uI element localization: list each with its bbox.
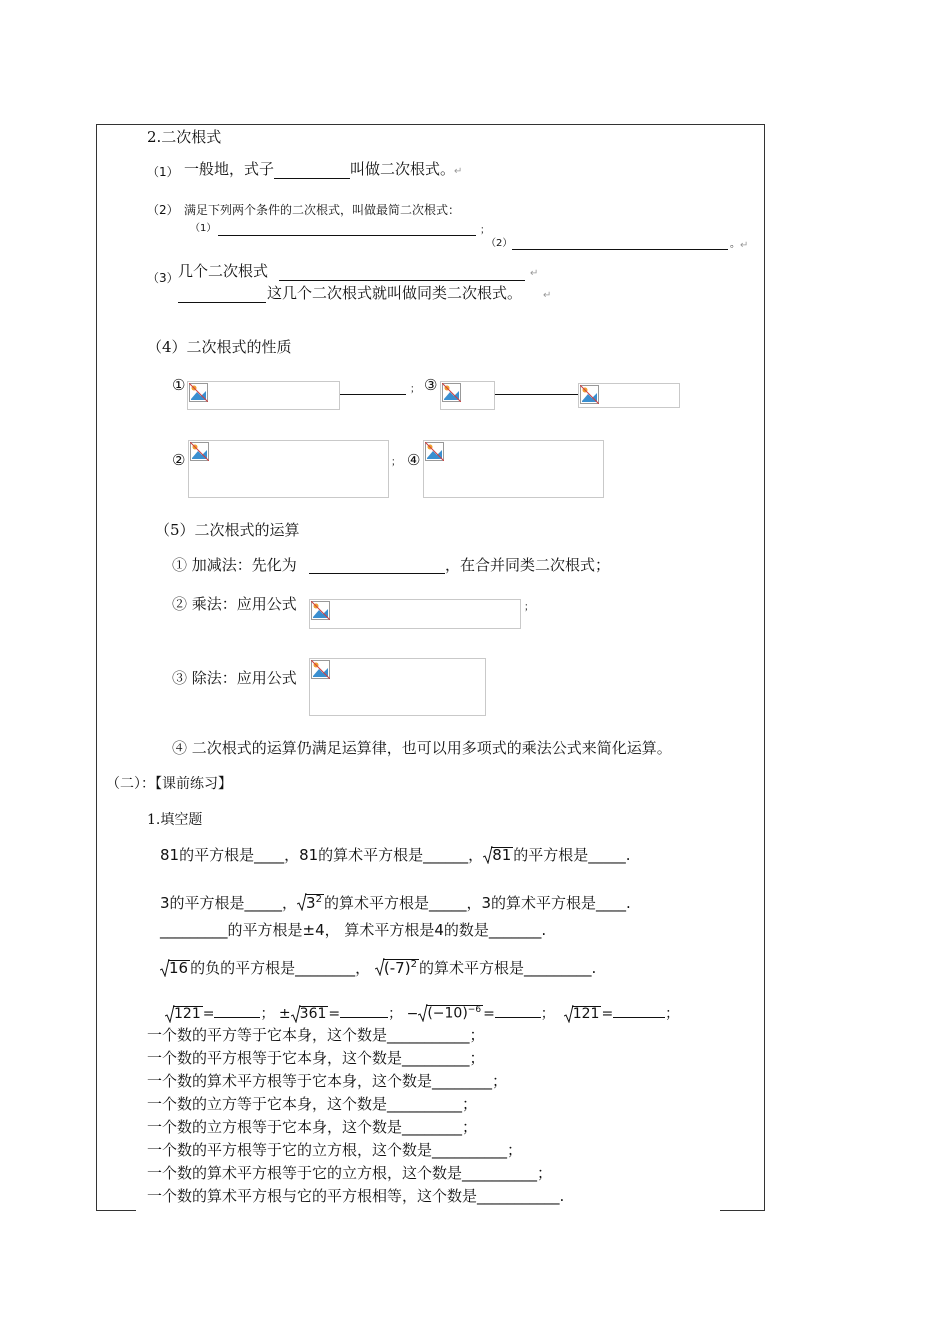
item-title: （4）二次根式的性质 <box>147 338 292 356</box>
sub-number: （2） <box>486 238 513 249</box>
sqrt-expression: 16 <box>160 960 190 976</box>
sqrt-expression: 81 <box>483 847 513 863</box>
paragraph-mark-icon: ↵ <box>543 290 552 301</box>
rule-text: ④ 二次根式的运算仍满足运算律，也可以用多项式的乘法公式来简化运算。 <box>172 739 672 757</box>
fill-blank[interactable] <box>309 573 445 574</box>
formula-image <box>188 440 389 498</box>
exercise-line: 一个数的平方根等于它的立方根，这个数是__________； <box>147 1141 523 1159</box>
fill-blank[interactable] <box>274 178 350 179</box>
broken-image-icon <box>190 442 209 461</box>
rule-text: ，在合并同类二次根式； <box>445 556 611 574</box>
item-number: （2） <box>147 203 179 217</box>
formula-image <box>187 381 340 410</box>
fill-blank[interactable] <box>218 235 476 236</box>
rule-text: ① 加减法：先化为 <box>172 556 297 574</box>
exercise-line: 一个数的立方根等于它本身，这个数是________； <box>147 1118 478 1136</box>
punct: ； <box>391 457 401 468</box>
rule-text: ③ 除法：应用公式 <box>172 669 297 687</box>
item-number: （3） <box>147 271 179 285</box>
exercise-line: 3的平方根是_____， $3^2$ 的算术平方根是_____，3的算术平方根是____. <box>160 894 631 912</box>
circled-number: ② <box>172 451 186 469</box>
item-text: 这几个二次根式就叫做同类二次根式。 <box>267 284 523 302</box>
bottom-rule <box>96 1210 136 1211</box>
punct: ； <box>480 225 490 236</box>
fill-blank[interactable] <box>178 302 266 303</box>
exercise-line: 121 = ； ± 361 = ； − $(-10)^{-6}$ = ； 121 = ； <box>165 1005 679 1021</box>
formula-image <box>578 383 680 408</box>
sqrt-expression: 361 <box>291 1006 329 1021</box>
broken-image-icon <box>580 385 599 404</box>
fill-blank[interactable] <box>340 394 406 395</box>
exercise-line: 81的平方根是____，81的算术平方根是______， 81 的平方根是_____. <box>160 846 631 864</box>
sqrt-expression: $(-7)^2$ <box>375 959 419 976</box>
formula-image <box>440 381 495 410</box>
exercise-line: 一个数的算术平方根与它的平方根相等，这个数是___________. <box>147 1187 565 1205</box>
item-number: （1） <box>147 165 179 179</box>
paragraph-mark-icon: ↵ <box>740 240 749 251</box>
broken-image-icon <box>442 383 461 402</box>
item-text: 满足下列两个条件的二次根式，叫做最简二次根式： <box>184 203 461 217</box>
bottom-rule <box>720 1210 765 1211</box>
exercise-line: 一个数的算术平方根等于它本身，这个数是________； <box>147 1072 508 1090</box>
exercise-line: 一个数的立方等于它本身，这个数是__________； <box>147 1095 478 1113</box>
broken-image-icon <box>311 660 330 679</box>
sqrt-expression: 121 <box>564 1006 602 1021</box>
item-text: 一般地，式子 <box>184 160 275 178</box>
fill-blank[interactable] <box>512 249 728 250</box>
punct: ； <box>524 602 534 613</box>
fill-blank[interactable] <box>279 280 525 281</box>
formula-image <box>309 599 521 629</box>
circled-number: ④ <box>407 451 421 469</box>
exercise-line: 16 的负的平方根是________， $(-7)^2$ 的算术平方根是_________. <box>160 959 596 976</box>
exercise-line: 一个数的平方等于它本身，这个数是___________； <box>147 1026 485 1044</box>
punct: 。 <box>730 239 740 250</box>
formula-image <box>309 658 486 716</box>
section-title: 2.二次根式 <box>147 128 222 146</box>
paragraph-mark-icon: ↵ <box>454 166 463 177</box>
item-title: （5）二次根式的运算 <box>155 521 300 539</box>
exercise-line: 一个数的平方根等于它本身，这个数是_________； <box>147 1049 485 1067</box>
exercise-line: 一个数的算术平方根等于它的立方根，这个数是__________； <box>147 1164 553 1182</box>
broken-image-icon <box>425 442 444 461</box>
paragraph-mark-icon: ↵ <box>530 268 539 279</box>
practice-header: （二）：【课前练习】 <box>106 776 232 792</box>
sqrt-expression: $(-10)^{-6}$ <box>418 1005 483 1021</box>
rule-text: ② 乘法：应用公式 <box>172 595 297 613</box>
sqrt-expression: $3^2$ <box>297 894 324 911</box>
broken-image-icon <box>311 601 330 620</box>
formula-image <box>423 440 604 498</box>
sub-number: （1） <box>190 223 217 234</box>
practice-subtitle: 1.填空题 <box>147 812 203 828</box>
broken-image-icon <box>189 383 208 402</box>
fill-blank[interactable] <box>495 394 578 395</box>
circled-number: ③ <box>424 376 438 394</box>
sqrt-expression: 121 <box>165 1006 203 1021</box>
item-text: 叫做二次根式。 <box>350 160 456 178</box>
exercise-line: _________的平方根是±4， 算术平方根是4的数是_______. <box>160 921 547 939</box>
item-text: 几个二次根式 <box>178 262 269 280</box>
punct: ； <box>410 384 420 395</box>
circled-number: ① <box>172 376 186 394</box>
